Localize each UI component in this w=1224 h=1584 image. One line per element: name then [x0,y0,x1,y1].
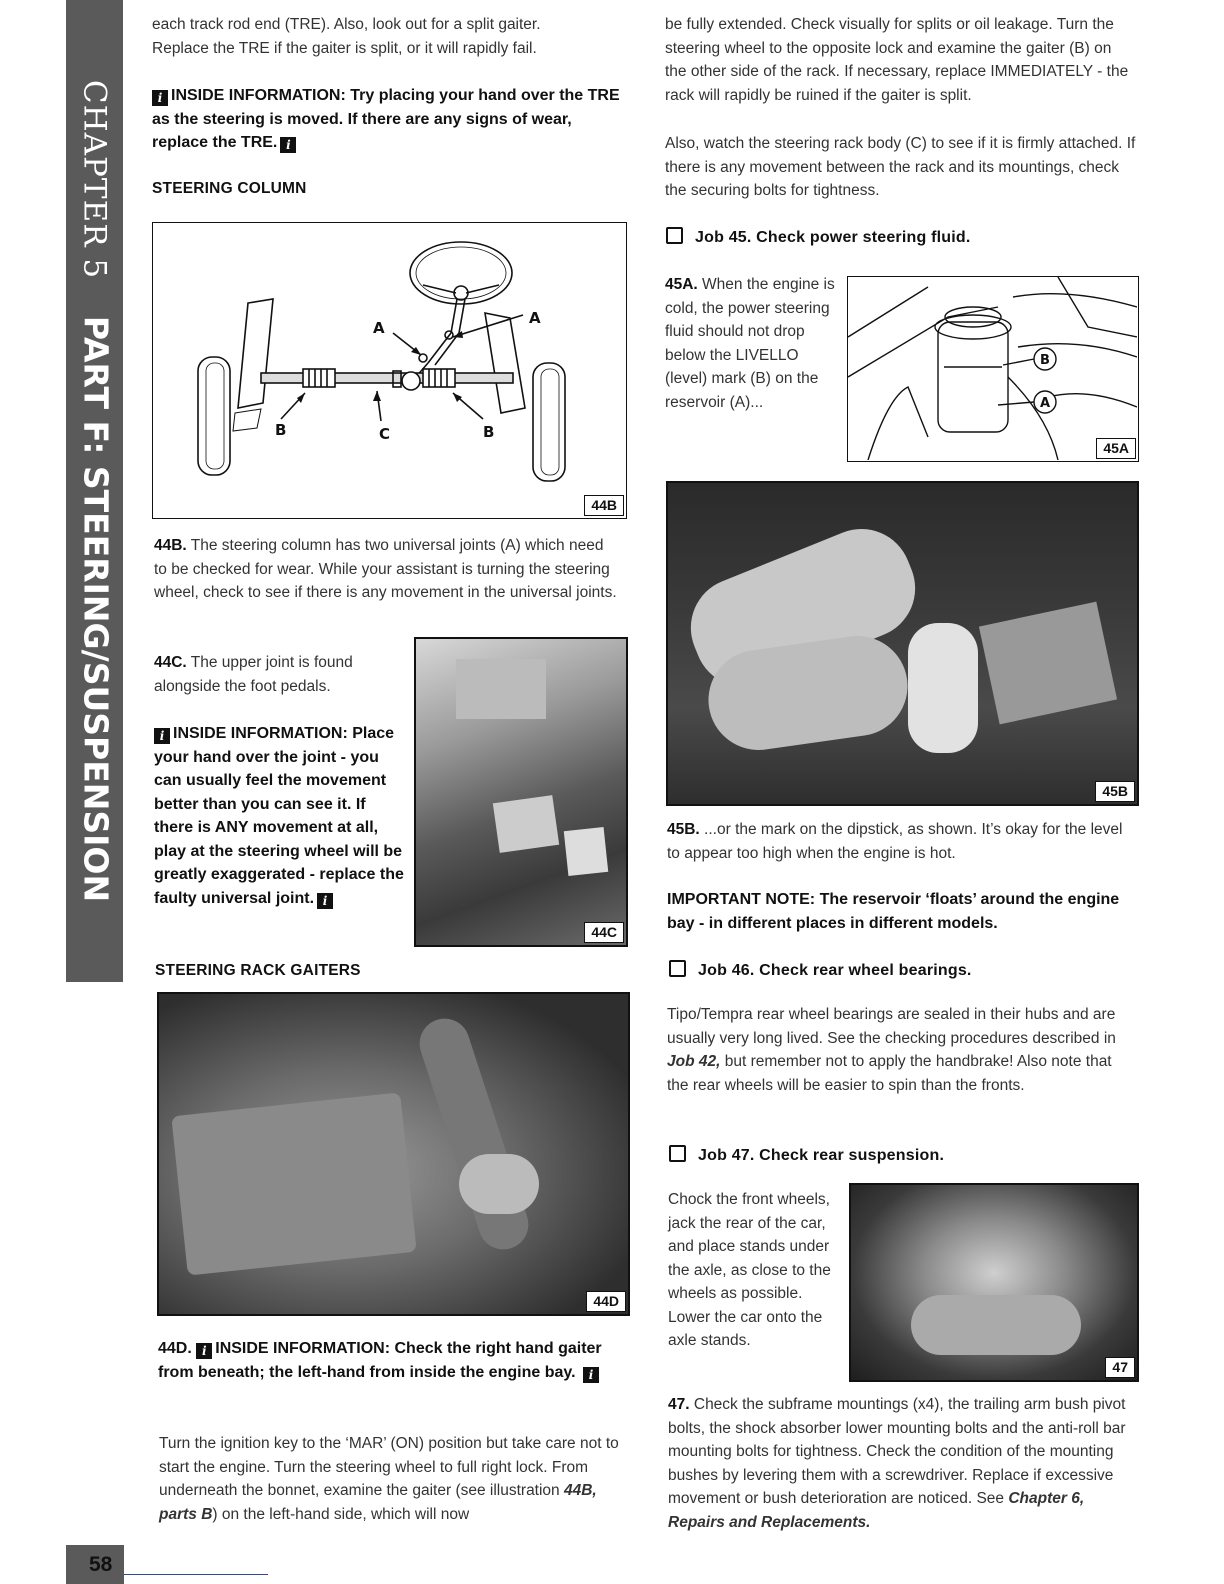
page-number-box [66,1545,124,1584]
inside-info-1: i INSIDE INFORMATION: Try placing your hand over the TRE as the steering is moved. If there are any signs of wear, replace the TRE. i [152,87,620,152]
diagram-label-b: B [1040,353,1050,368]
caption-45a: 45A. When the engine is cold, the power steering fluid should not drop below the LIVELLO (level) mark (B) on the reservoir (A)... [665,276,835,411]
job-46-paragraph: Tipo/Tempra rear wheel bearings are sealed in their hubs and are usually very long lived. See the checking procedures described in Job 42, but remember not to apply the handbrake! Also note that the rear wheels will be easier to spin than the fronts. [667,1006,1116,1094]
rack-body-paragraph: Also, watch the steering rack body (C) to see if it is firmly attached. If there is any movement between the rack and its mountings, check the securing bolts for tightness. [665,135,1136,199]
job-47-paragraph: Chock the front wheels, jack the rear of the car, and place stands under the axle, as close to the wheels as possible. Lower the car onto the axle stands. [668,1191,831,1349]
diagram-label-a: A [529,309,541,327]
figure-44d [157,992,630,1316]
section-heading-steering-rack-gaiters: STEERING RACK GAITERS [155,962,361,979]
left-intro-paragraph: each track rod end (TRE). Also, look out for a split gaiter. Replace the TRE if the gaiter is split, or it will rapidly fail. [152,16,541,57]
job-45-heading: Job 45. Check power steering fluid. [666,227,971,247]
sidebar-title [74,80,115,902]
figure-tag: 47 [1105,1357,1135,1378]
page-number: 58 [89,1553,113,1576]
checkbox-icon [669,1145,686,1162]
reservoir-diagram [848,277,1137,460]
diagram-label-a: A [373,319,385,337]
caption-44d: 44D. i INSIDE INFORMATION: Check the right hand gaiter from beneath; the left-hand from inside the engine bay. i [158,1340,602,1382]
caption-44b: 44B. The steering column has two universal joints (A) which need to be checked for wear. While your assistant is turning the steering wheel, check to see if there is any movement in the universal joints. [154,537,617,601]
diagram-label-a: A [1039,396,1051,411]
part-label: PART F: STEERING/SUSPENSION [76,315,115,903]
info-icon: i [280,137,296,153]
figure-tag: 44D [586,1291,626,1312]
right-intro-paragraph: be fully extended. Check visually for splits or oil leakage. Turn the steering wheel to the opposite lock and examine the gaiter (B) on the other side of the rack. If necessary, replace IMMEDIATELY - the rack will rapidly be ruined if the gaiter is split. [665,16,1129,104]
figure-44c [414,637,628,947]
job-46-heading: Job 46. Check rear wheel bearings. [669,960,972,980]
diagram-label-b: B [275,421,287,439]
caption-47: 47. Check the subframe mountings (x4), the trailing arm bush pivot bolts, the shock absorber lower mounting bolts and the anti-roll bar mounting bolts for tightness. Check the condition of the mounting bushes by levering them with a screwdriver. Replace if excessive movement or bush deterioration are noticed. See Chapter 6, Repairs and Replacements. [668,1396,1126,1531]
figure-tag: 44C [584,922,624,943]
figure-tag: 45B [1095,781,1135,802]
diagram-label-c: C [379,425,391,443]
info-icon: i [152,90,168,106]
figure-45b [666,481,1139,806]
caption-44c: 44C. The upper joint is found alongside the foot pedals. [154,654,353,695]
checkbox-icon [666,227,683,244]
figure-45a [847,276,1139,462]
inside-info-2: i INSIDE INFORMATION: Place your hand over the joint - you can usually feel the movement better than you can see it. If there is ANY movement at all, play at the steering wheel will be greatly exaggerated - replace the faulty universal joint. i [154,725,404,908]
info-icon: i [317,893,333,909]
section-heading-steering-column: STEERING COLUMN [152,180,307,197]
chapter-label: CHAPTER 5 [76,79,112,280]
important-note: IMPORTANT NOTE: The reservoir ‘floats’ around the engine bay - in different places in different models. [667,891,1120,932]
chapter-sidebar [66,0,123,982]
job-47-heading: Job 47. Check rear suspension. [669,1145,944,1165]
figure-tag: 45A [1096,438,1136,459]
figure-44b [152,222,627,519]
steering-diagram [153,223,625,517]
checkbox-icon [669,960,686,977]
ignition-paragraph: Turn the ignition key to the ‘MAR’ (ON) position but take care not to start the engine. Turn the steering wheel to full right lock. From underneath the bonnet, examine the gaiter (see illustration 44B, parts B) on the left-hand side, which will now [159,1435,619,1523]
page-number-rule [124,1574,268,1575]
caption-45b: 45B. ...or the mark on the dipstick, as shown. It’s okay for the level to appear too high when the engine is hot. [667,821,1123,862]
diagram-label-b: B [483,423,495,441]
info-icon: i [583,1367,599,1383]
figure-tag: 44B [584,495,624,516]
info-icon: i [154,728,170,744]
info-icon: i [196,1343,212,1359]
figure-47 [849,1183,1139,1382]
